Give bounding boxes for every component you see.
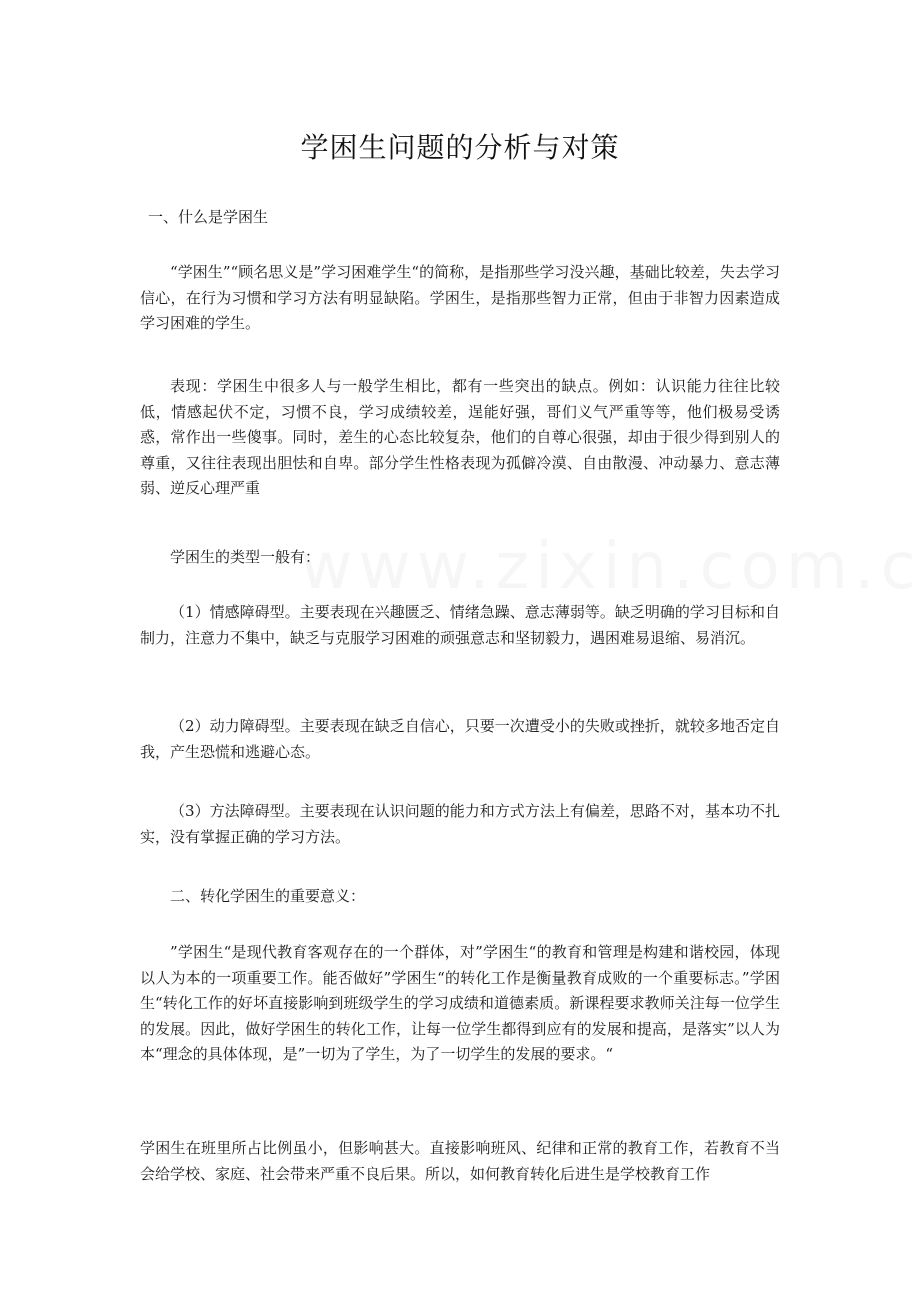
- document-title: 学困生问题的分析与对策: [300, 131, 620, 164]
- paragraph-type-3: （3）方法障碍型。主要表现在认识问题的能力和方式方法上有偏差，思路不对，基本功不扎实，没有掌握正确的学习方法。: [140, 802, 780, 846]
- paragraph-significance: ”学困生“是现代教育客观存在的一个群体，对”学困生“的教育和管理是构建和谐校园，体现以人为本的一项重要工作。能否做好”学困生“的转化工作是衡量教育成败的一个重要标志。”学困生“转化工作的好坏直接影响到班级学生的学习成绩和道德素质。新课程要求教师关注每一位学生的发展。因此，做好学困生的转化工作，让每一位学生都得到应有的发展和提高，是落实”以人为本“理念的具体体现，是”一切为了学生，为了一切学生的发展的要求。“: [140, 943, 780, 1063]
- section-heading-1: 一、什么是学困生: [148, 208, 269, 226]
- section-heading-2: 二、转化学困生的重要意义：: [170, 887, 366, 905]
- paragraph-definition: “学困生”“顾名思义是”学习困难学生“的简称，是指那些学习没兴趣，基础比较差，失去学习信心，在行为习惯和学习方法有明显缺陷。学困生，是指那些智力正常，但由于非智力因素造成学习困难的学生。: [140, 263, 780, 332]
- paragraph-type-1: （1）情感障碍型。主要表现在兴趣匮乏、情绪急躁、意志薄弱等。缺乏明确的学习目标和自制力，注意力不集中，缺乏与克服学习困难的顽强意志和坚韧毅力，遇困难易退缩、易消沉。: [140, 603, 780, 647]
- paragraph-impact: 学困生在班里所占比例虽小，但影响甚大。直接影响班风、纪律和正常的教育工作，若教育不当会给学校、家庭、社会带来严重不良后果。所以，如何教育转化后进生是学校教育工作: [140, 1139, 780, 1183]
- paragraph-types-intro: 学困生的类型一般有：: [170, 548, 321, 566]
- paragraph-manifestation: 表现：学困生中很多人与一般学生相比，都有一些突出的缺点。例如：认识能力往往比较低，情感起伏不定，习惯不良，学习成绩较差，逞能好强，哥们义气严重等等，他们极易受诱惑，常作出一些傻事。同时，差生的心态比较复杂，他们的自尊心很强，却由于很少得到别人的尊重，又往往表现出胆怯和自卑。部分学生性格表现为孤僻冷漠、自由散漫、冲动暴力、意志薄弱、逆反心理严重: [140, 377, 780, 497]
- paragraph-type-2: （2）动力障碍型。主要表现在缺乏自信心，只要一次遭受小的失败或挫折，就较多地否定自我，产生恐慌和逃避心态。: [140, 717, 780, 761]
